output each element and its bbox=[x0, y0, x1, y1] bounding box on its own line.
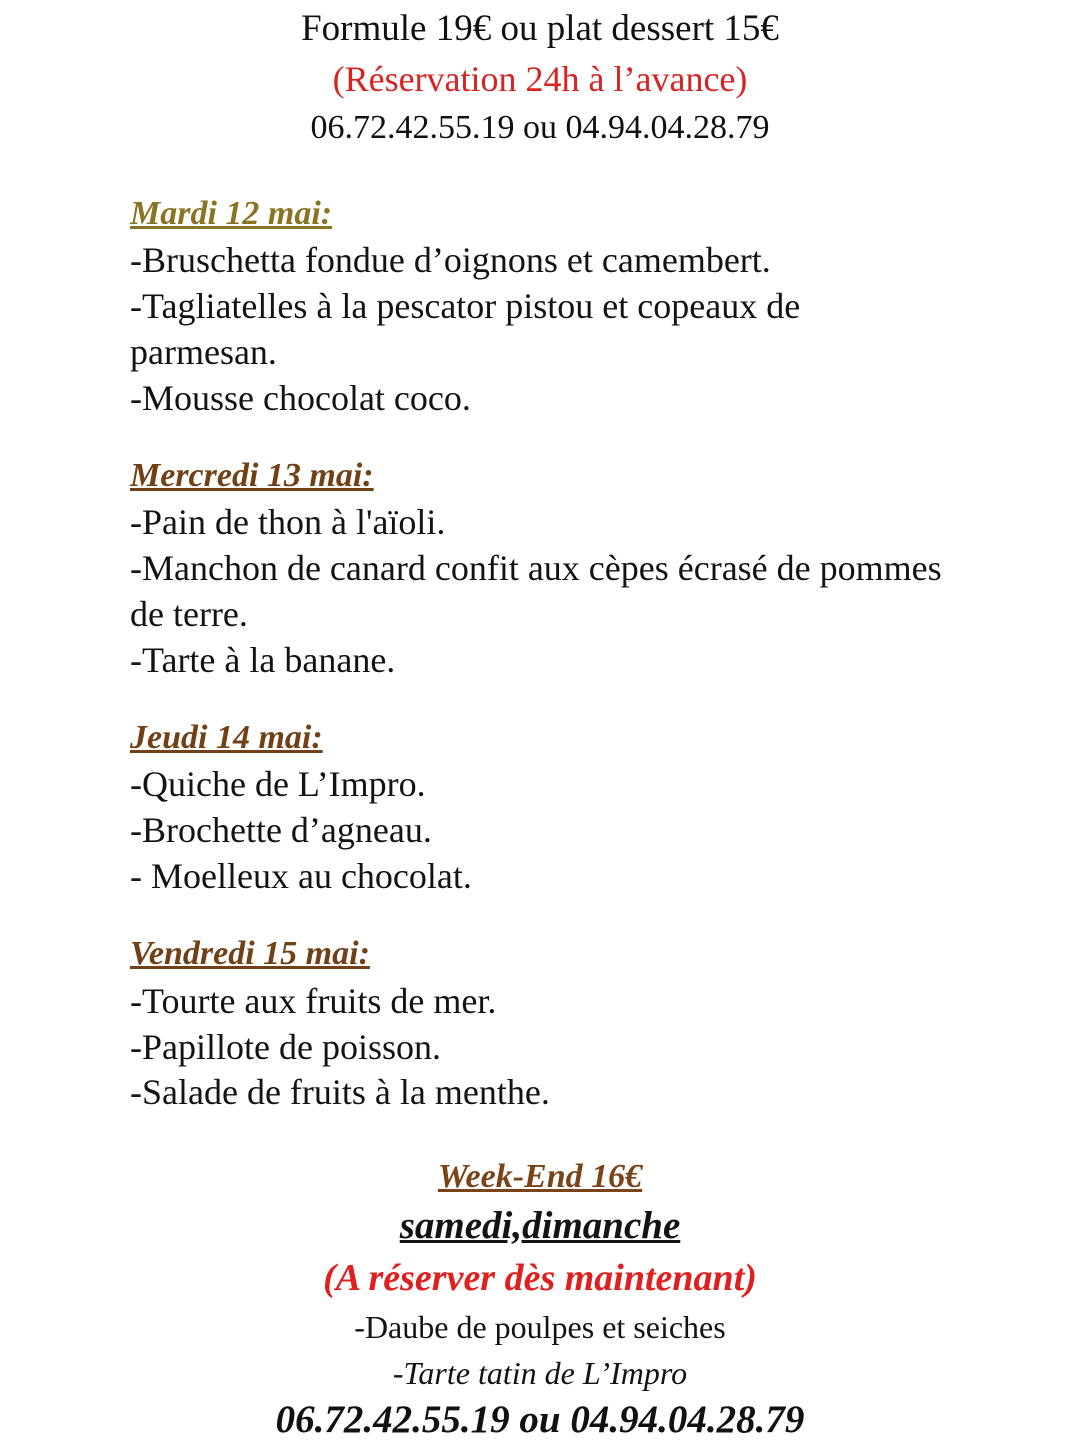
phone-numbers-bottom: 06.72.42.55.19 ou 04.94.04.28.79 bbox=[275, 1398, 805, 1442]
phone-numbers-top: 06.72.42.55.19 ou 04.94.04.28.79 bbox=[310, 109, 770, 147]
day-header-mardi: Mardi 12 mai: bbox=[130, 194, 333, 232]
menu-header bbox=[0, 6, 1080, 149]
menu-item: -Manchon de canard confit aux cèpes écrasé de pommes de terre. bbox=[130, 548, 942, 635]
menu-item: -Tarte à la banane. bbox=[130, 640, 396, 681]
weekend-item: -Daube de poulpes et seiches bbox=[354, 1309, 726, 1346]
reservation-note: (Réservation 24h à l’avance) bbox=[332, 59, 748, 100]
days-section bbox=[130, 193, 950, 1116]
menu-item: -Salade de fruits à la menthe. bbox=[130, 1072, 550, 1113]
weekend-item: -Tarte tatin de L’Impro bbox=[392, 1355, 688, 1392]
menu-item: -Mousse chocolat coco. bbox=[130, 378, 471, 418]
menu-item: - Moelleux au chocolat. bbox=[130, 856, 472, 897]
weekend-title: Week-End 16€ bbox=[437, 1158, 643, 1196]
day-section-jeudi bbox=[130, 717, 950, 900]
weekend-section bbox=[0, 1156, 1080, 1444]
menu-item: -Papillote de poisson. bbox=[130, 1026, 441, 1067]
day-header-vendredi: Vendredi 15 mai: bbox=[130, 935, 370, 973]
menu-item: -Tourte aux fruits de mer. bbox=[130, 980, 497, 1021]
day-section-mercredi bbox=[130, 455, 950, 684]
formule-title: Formule 19€ ou plat dessert 15€ bbox=[301, 8, 779, 49]
menu-item: -Pain de thon à l'aïoli. bbox=[130, 502, 446, 543]
day-header-jeudi: Jeudi 14 mai: bbox=[130, 718, 323, 756]
menu-item: -Quiche de L’Impro. bbox=[130, 764, 426, 805]
menu-item: -Tagliatelles à la pescator pistou et copeaux de parmesan. bbox=[130, 286, 801, 373]
weekend-days: samedi,dimanche bbox=[399, 1203, 681, 1247]
day-section-mardi bbox=[130, 193, 950, 422]
menu-item: -Bruschetta fondue d’oignons et camembert. bbox=[130, 240, 771, 281]
menu-item: -Brochette d’agneau. bbox=[130, 810, 432, 851]
weekend-reserve-note: (A réserver dès maintenant) bbox=[323, 1256, 757, 1299]
day-header-mercredi: Mercredi 13 mai: bbox=[130, 456, 374, 494]
day-section-vendredi bbox=[130, 933, 950, 1116]
